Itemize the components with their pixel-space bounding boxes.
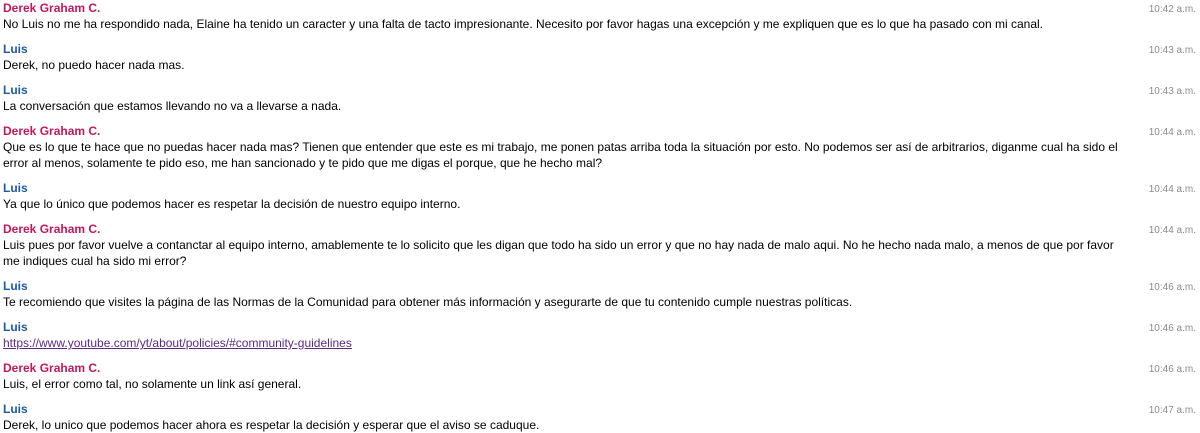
message-item (0, 83, 1200, 114)
message-time: 10:42 a.m. (1148, 4, 1196, 15)
message-item (0, 402, 1200, 433)
message-item (0, 181, 1200, 212)
message-time: 10:44 a.m. (1148, 225, 1196, 236)
message-item (0, 320, 1200, 351)
message-time: 10:43 a.m. (1148, 45, 1196, 56)
message-text: La conversación que estamos llevando no va a llevarse a nada. (3, 99, 342, 113)
message-sender: Luis (3, 181, 28, 195)
message-item (0, 124, 1200, 171)
message-item (0, 1, 1200, 32)
message-sender: Luis (3, 83, 28, 97)
message-item (0, 222, 1200, 269)
message-sender: Luis (3, 402, 28, 416)
message-time: 10:44 a.m. (1148, 127, 1196, 138)
message-text: Derek, lo unico que podemos hacer ahora es respetar la decisión y esperar que el aviso se caduque. (3, 418, 540, 432)
message-sender: Derek Graham C. (3, 222, 101, 236)
message-text-container (3, 335, 1120, 351)
message-sender: Derek Graham C. (3, 124, 101, 138)
message-time: 10:46 a.m. (1148, 364, 1196, 375)
message-text: Que es lo que te hace que no puedas hacer nada mas? Tienen que entender que este es mi trabajo, me ponen patas arriba toda la situación por esto. No podemos ser así de arbitrarios, diganme cual ha sido el error al menos, solamente te pido eso, me han sancionado y te pido que me digas el porque, que he hecho mal? (3, 140, 1118, 170)
message-item (0, 42, 1200, 73)
message-sender: Luis (3, 42, 28, 56)
message-item (0, 361, 1200, 392)
message-sender: Luis (3, 320, 28, 334)
message-text: Luis, el error como tal, no solamente un link así general. (3, 377, 302, 391)
message-sender: Derek Graham C. (3, 361, 101, 375)
message-time: 10:43 a.m. (1148, 86, 1196, 97)
message-time: 10:46 a.m. (1148, 323, 1196, 334)
message-text: Luis pues por favor vuelve a contanctar al equipo interno, amablemente te lo solicito que les digan que todo ha sido un error y que no hay nada de malo aqui. No he hecho nada malo, a menos de que por favor me indiques cual ha sido mi error? (3, 238, 1114, 268)
message-sender: Luis (3, 279, 28, 293)
message-text: No Luis no me ha respondido nada, Elaine ha tenido un caracter y una falta de tacto impresionante. Necesito por favor hagas una excepción y me expliquen que es lo que ha pasado con mi canal. (3, 17, 1043, 31)
message-time: 10:47 a.m. (1148, 405, 1196, 416)
message-time: 10:44 a.m. (1148, 184, 1196, 195)
message-text: Ya que lo único que podemos hacer es respetar la decisión de nuestro equipo interno. (3, 197, 461, 211)
message-time: 10:46 a.m. (1148, 282, 1196, 293)
community-guidelines-link[interactable]: https://www.youtube.com/yt/about/policies/#community-guidelines (3, 336, 352, 350)
message-text: Derek, no puedo hacer nada mas. (3, 58, 185, 72)
message-sender: Derek Graham C. (3, 1, 101, 15)
message-item (0, 279, 1200, 310)
message-text: Te recomiendo que visites la página de las Normas de la Comunidad para obtener más información y asegurarte de que tu contenido cumple nuestras políticas. (3, 295, 853, 309)
